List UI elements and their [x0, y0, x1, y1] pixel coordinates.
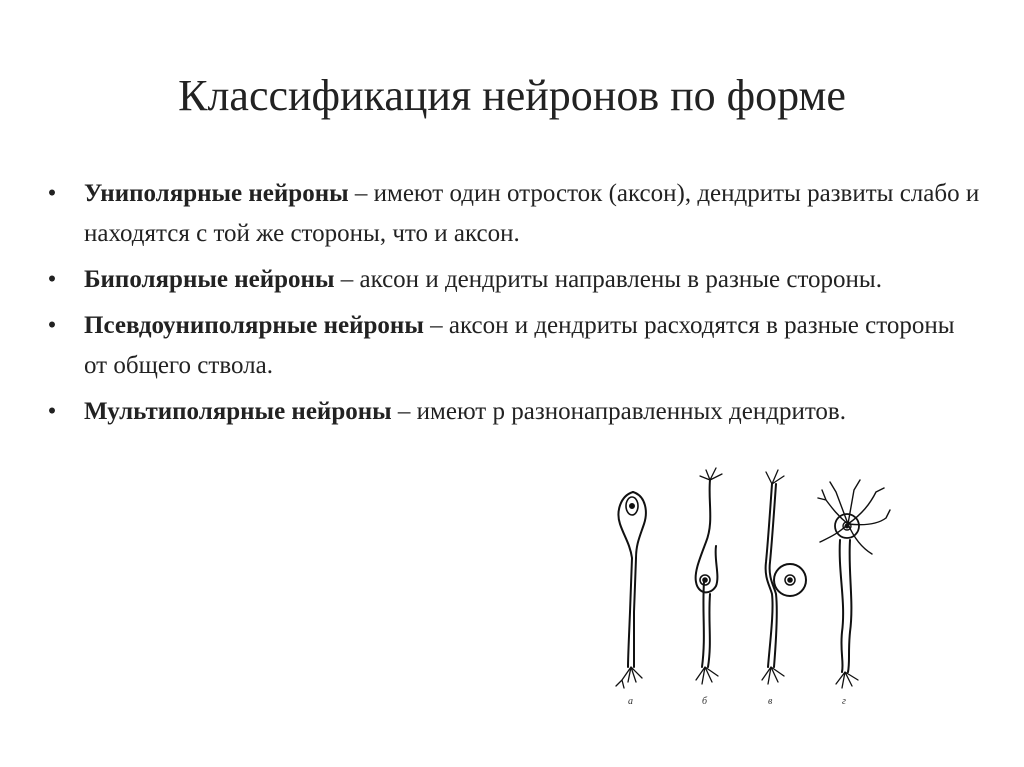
multipolar-neuron-drawing [818, 480, 890, 688]
figure-label-b: б [702, 696, 708, 707]
bullet-marker-icon: • [47, 398, 57, 425]
bullet-marker-icon: • [47, 180, 57, 207]
bullet-term: Биполярные нейроны [84, 266, 335, 293]
bipolar-neuron-drawing [696, 468, 722, 684]
bullet-multipolar [42, 392, 982, 432]
bullet-description: – аксон и дендриты расходятся в разные стороны от общего ствола. [84, 312, 955, 379]
bullet-unipolar [42, 174, 982, 254]
bullet-term: Униполярные нейроны [84, 180, 349, 207]
figure-label-g: г [842, 696, 846, 707]
bullet-marker-icon: • [47, 266, 57, 293]
figure-label-v: в [768, 696, 773, 707]
bullet-term: Мультиполярные нейроны [84, 398, 392, 425]
bullet-pseudounipolar [42, 306, 982, 386]
figure-label-a: а [628, 696, 633, 707]
unipolar-neuron-drawing [616, 492, 646, 688]
bullet-description: – аксон и дендриты направлены в разные стороны. [334, 266, 882, 293]
bullet-list [42, 174, 982, 438]
bullet-term: Псевдоуниполярные нейроны [84, 312, 424, 339]
bullet-marker-icon: • [47, 312, 57, 339]
neuron-types-figure [592, 462, 892, 716]
bullet-description: – имеют р разнонаправленных дендритов. [391, 398, 846, 425]
pseudounipolar-neuron-drawing [762, 470, 806, 684]
neuron-illustration [592, 462, 892, 716]
slide-title: Классификация нейронов по форме [178, 71, 846, 120]
bullet-bipolar [42, 260, 982, 300]
bullet-description: – имеют один отросток (аксон), дендриты развиты слабо и находятся с той же стороны, что и аксон. [84, 180, 980, 247]
